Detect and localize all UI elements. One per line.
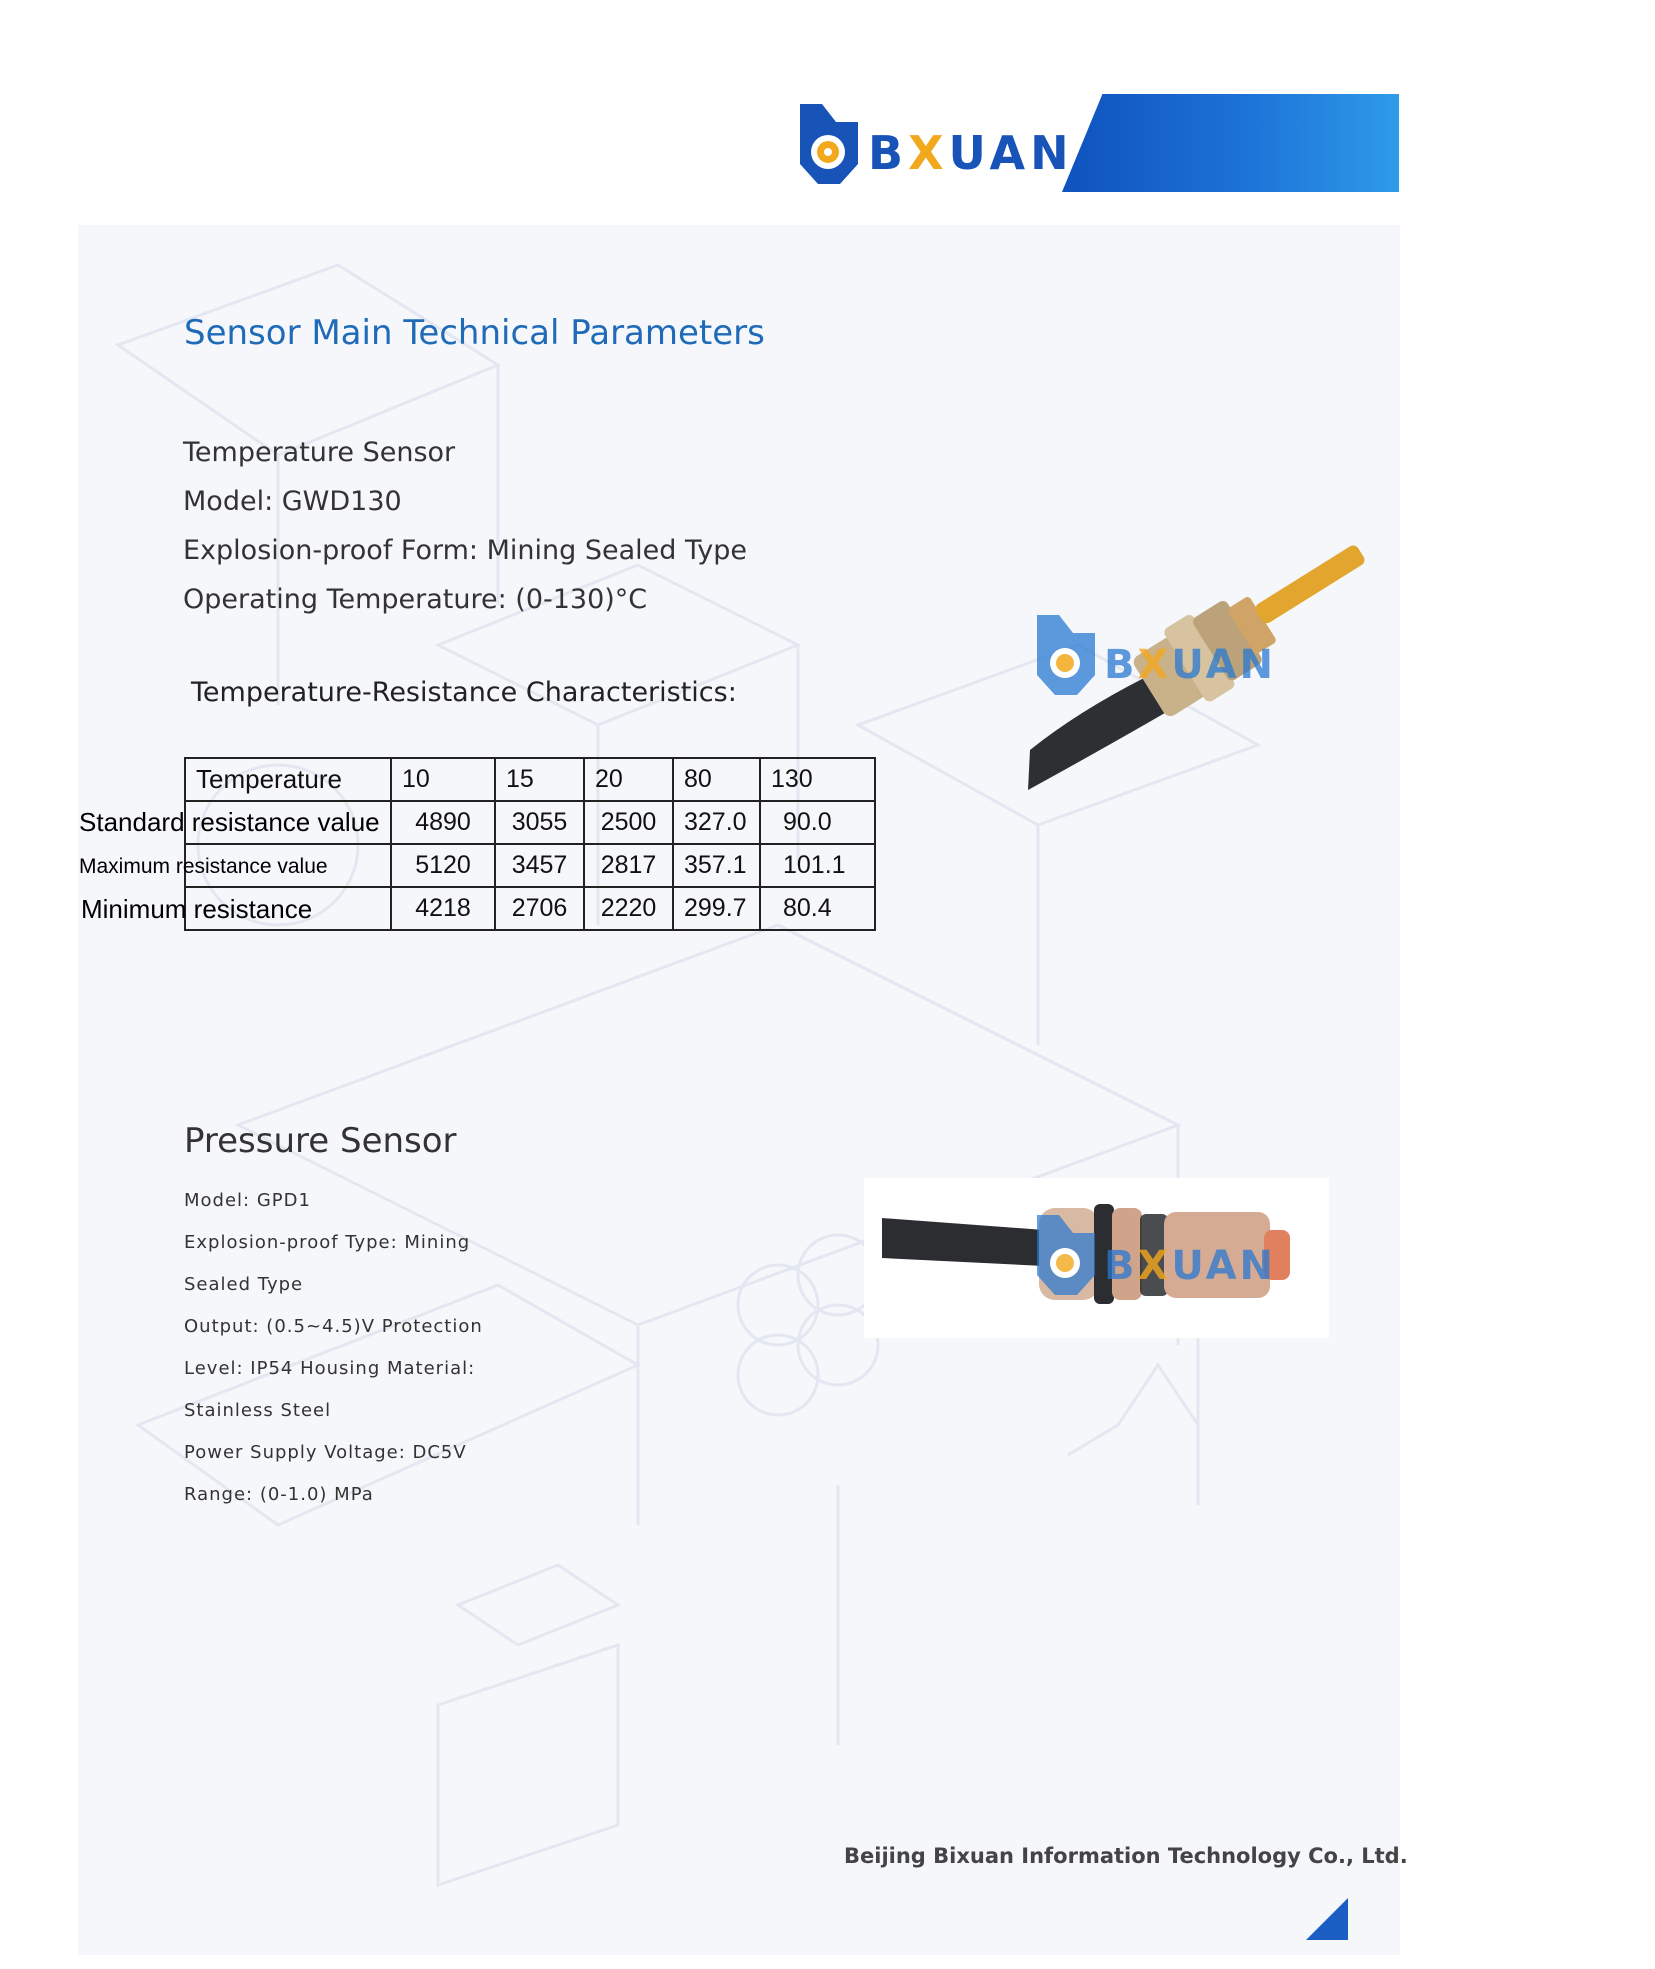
table-cell: 357.1 (673, 844, 760, 887)
temperature-sensor-model: Model: GWD130 (183, 486, 402, 517)
table-cell: 2706 (495, 887, 584, 930)
table-cell: 80 (673, 758, 760, 801)
table-cell: 3055 (495, 801, 584, 844)
table-cell: 2220 (584, 887, 673, 930)
pressure-spec-line: Range: (0-1.0) MPa (184, 1484, 374, 1505)
table-cell: 4218 (391, 887, 495, 930)
brand-logo-text: BXUAN (868, 126, 1074, 180)
watermark-logo-icon (1036, 1215, 1096, 1295)
header-blue-band (1062, 94, 1399, 192)
pressure-spec-line: Explosion-proof Type: Mining (184, 1232, 471, 1253)
temperature-sensor-title: Temperature Sensor (183, 437, 456, 468)
table-cell: 3457 (495, 844, 584, 887)
row-label-maximum: Maximum resistance value (79, 855, 328, 878)
watermark-logo-text: BXUAN (1104, 642, 1277, 688)
pressure-spec-line: Output: (0.5~4.5)V Protection (184, 1316, 483, 1337)
table-cell: 327.0 (673, 801, 760, 844)
pressure-spec-line: Model: GPD1 (184, 1190, 311, 1211)
table-cell: 101.1 (760, 844, 875, 887)
temperature-sensor-specs (183, 428, 747, 624)
table-cell: 5120 (391, 844, 495, 887)
table-cell: 80.4 (760, 887, 875, 930)
table-cell: 90.0 (760, 801, 875, 844)
table-cell: 20 (584, 758, 673, 801)
table-cell: 299.7 (673, 887, 760, 930)
pressure-sensor-specs (184, 1180, 483, 1516)
row-label-standard: Standard resistance value (79, 807, 380, 837)
table-row (185, 758, 875, 801)
pressure-spec-line: Stainless Steel (184, 1400, 332, 1421)
page-heading: Sensor Main Technical Parameters (184, 313, 765, 353)
pressure-spec-line: Sealed Type (184, 1274, 304, 1295)
table-cell: 10 (391, 758, 495, 801)
watermark-logo-icon (1036, 615, 1096, 695)
row-label-minimum: Minimum resistance (81, 894, 313, 924)
table-cell: 2817 (584, 844, 673, 887)
temperature-sensor-form: Explosion-proof Form: Mining Sealed Type (183, 535, 747, 566)
pressure-spec-line: Level: IP54 Housing Material: (184, 1358, 476, 1379)
footer-company: Beijing Bixuan Information Technology Co., Ltd. (844, 1844, 1408, 1868)
pressure-sensor-title: Pressure Sensor (184, 1121, 457, 1161)
pressure-spec-line: Power Supply Voltage: DC5V (184, 1442, 467, 1463)
temperature-sensor-operating: Operating Temperature: (0-130)°C (183, 584, 648, 615)
table-cell: 15 (495, 758, 584, 801)
table-cell: 130 (760, 758, 875, 801)
table-cell: 2500 (584, 801, 673, 844)
table-cell: 4890 (391, 801, 495, 844)
characteristics-title: Temperature-Resistance Characteristics: (191, 677, 737, 708)
gear-drop-icon (800, 104, 858, 184)
watermark-logo-text: BXUAN (1104, 1243, 1277, 1289)
table-header-label: Temperature (185, 758, 391, 801)
